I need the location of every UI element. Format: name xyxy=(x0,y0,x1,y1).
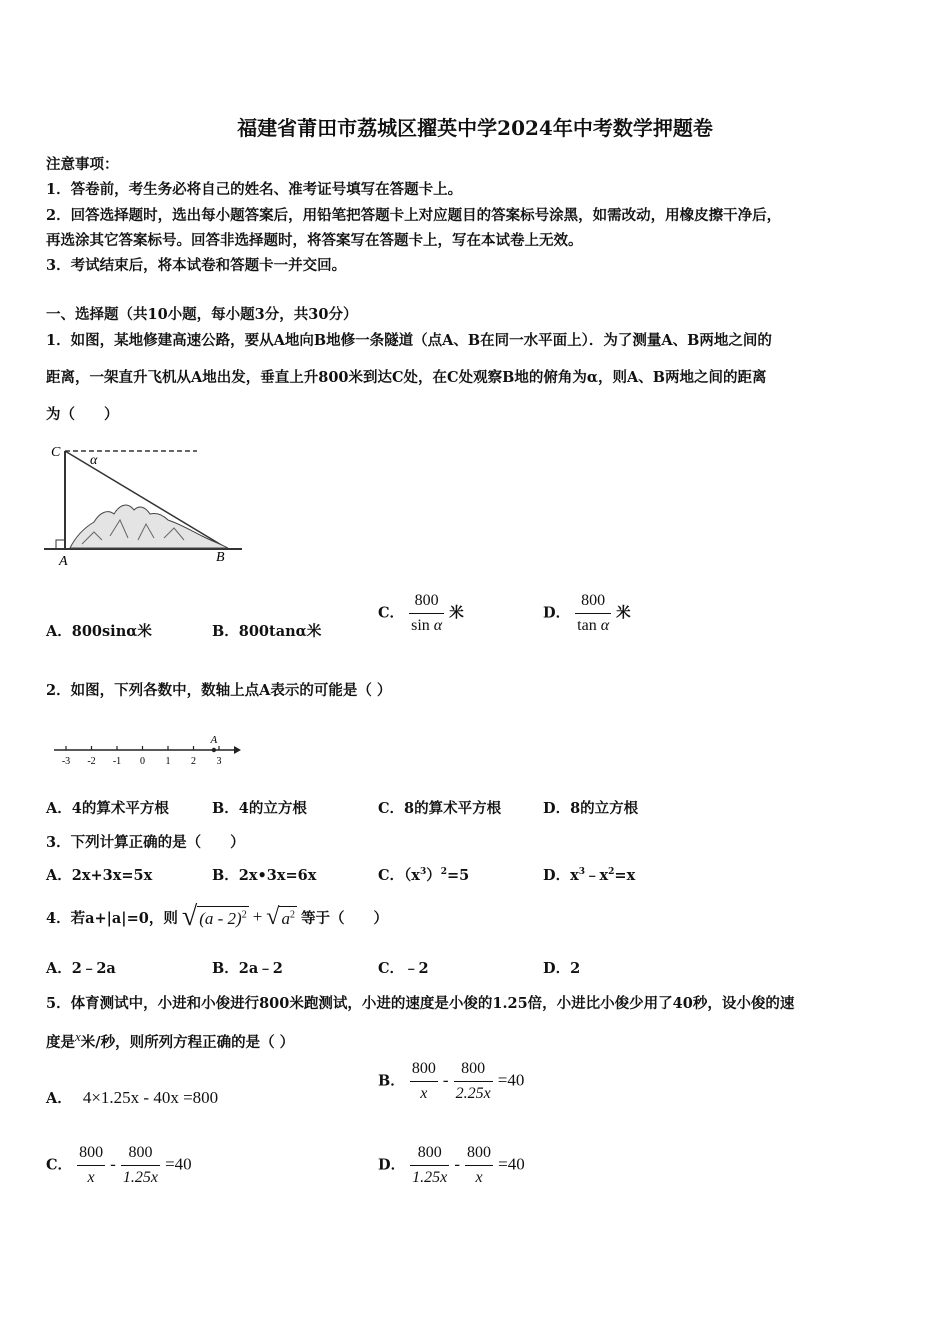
denominator: 2.25x xyxy=(455,1085,491,1102)
option-text: ﹣x xyxy=(585,867,609,884)
equals-value: =40 xyxy=(165,1154,192,1174)
number-line-arrow xyxy=(234,746,241,754)
number-line-tick-label: 2 xyxy=(191,756,196,767)
option-label: C． xyxy=(378,604,405,622)
label-c: C xyxy=(51,445,61,460)
option-text: D．x xyxy=(543,867,579,884)
q3-option-b: B．2x•3x=6x xyxy=(212,867,317,884)
fraction xyxy=(121,1144,160,1187)
question-1-text: 1．如图，某地修建高速公路，要从A地向B地修一条隧道（点A、B在同一水平面上）．为了测量A、B两地之间的 xyxy=(46,332,772,349)
option-label: B． xyxy=(378,1072,405,1090)
minus-sign: - xyxy=(442,1070,449,1090)
option-label: C． xyxy=(46,1156,73,1174)
question-5-text-post: 米/秒，则所列方程正确的是（ ） xyxy=(80,1033,295,1051)
denominator xyxy=(409,614,444,635)
numerator: 800 xyxy=(121,1144,160,1166)
question-2-text: 2．如图，下列各数中，数轴上点A表示的可能是（ ） xyxy=(46,682,392,699)
q4-option-d: D．2 xyxy=(543,960,581,977)
q4-option-b: B．2a﹣2 xyxy=(212,960,283,977)
mountain-shape xyxy=(70,505,228,548)
denominator-var: α xyxy=(433,617,443,634)
radicand-text: a xyxy=(281,908,290,928)
option-text: =5 xyxy=(446,867,470,884)
fraction xyxy=(410,1060,438,1103)
radicand xyxy=(197,906,248,929)
equation: 4×1.25x - 40x =800 xyxy=(82,1088,219,1107)
number-line-tick-label: -3 xyxy=(61,756,71,767)
page-title: 福建省莆田市荔城区擢英中学2024年中考数学押题卷 xyxy=(237,116,713,140)
radicand-text: (a - 2) xyxy=(199,908,242,928)
question-1-text: 为（ ） xyxy=(46,406,119,423)
section-heading: 一、选择题（共10小题，每小题3分，共30分） xyxy=(46,306,358,323)
option-text: ） xyxy=(426,867,441,884)
fraction xyxy=(410,1144,449,1187)
q1-option-a: A．800sinα米 xyxy=(46,623,152,640)
variable-x: x xyxy=(75,1029,81,1044)
number-line-tick-label: -2 xyxy=(87,756,96,767)
denominator: 1.25x xyxy=(412,1169,448,1186)
equals-value: =40 xyxy=(498,1154,525,1174)
fraction xyxy=(454,1060,493,1103)
numerator: 800 xyxy=(77,1144,105,1166)
radicand xyxy=(279,906,297,929)
number-line-tick-label: 0 xyxy=(140,756,145,767)
q2-option-d: D．8的立方根 xyxy=(543,800,639,817)
notice-item: 3．考试结束后，将本试卷和答题卡一并交回。 xyxy=(46,257,347,274)
fraction xyxy=(409,592,444,635)
q4-option-c: C．﹣2 xyxy=(378,960,429,977)
q2-option-a: A．4的算术平方根 xyxy=(46,800,169,817)
q5-option-b xyxy=(378,1060,524,1103)
denominator: x xyxy=(420,1085,428,1102)
question-1-text: 距离，一架直升飞机从A地出发，垂直上升800米到达C处，在C处观察B地的俯角为α，则A、B两地之间的距离 xyxy=(46,369,767,386)
unit: 米 xyxy=(616,604,631,622)
option-label: D． xyxy=(378,1156,406,1174)
q5-option-c xyxy=(46,1144,192,1187)
exponent: 2 xyxy=(440,867,447,878)
denominator: x xyxy=(475,1169,483,1186)
question-5-text-pre: 度是 xyxy=(46,1033,75,1051)
q4-option-a: A．2﹣2a xyxy=(46,960,116,977)
exponent: 3 xyxy=(419,867,427,878)
option-label: D． xyxy=(543,604,571,622)
equals-value: =40 xyxy=(497,1070,525,1090)
notice-item: 再选涂其它答案标号。回答非选择题时，将答案写在答题卡上，写在本试卷上无效。 xyxy=(46,232,583,249)
fraction xyxy=(465,1144,493,1187)
sqrt-icon: √ xyxy=(181,901,198,932)
exponent: 3 xyxy=(578,867,585,878)
question-3-text: 3．下列计算正确的是（ ） xyxy=(46,834,245,851)
numerator: 800 xyxy=(410,1144,449,1166)
minus-sign: - xyxy=(110,1154,116,1174)
number-line-tick-label: 1 xyxy=(165,756,171,767)
question-4-pre: 4．若a+|a|=0，则 xyxy=(46,909,178,927)
numerator: 800 xyxy=(575,592,611,614)
question-5-text xyxy=(46,1029,294,1052)
number-line-tick-label: -1 xyxy=(112,756,122,767)
q1-option-b: B．800tanα米 xyxy=(212,623,322,640)
question-4-post: 等于（ ） xyxy=(300,909,388,927)
denominator-fn: tan xyxy=(577,617,597,634)
label-a: A xyxy=(59,554,68,569)
option-label: A． xyxy=(46,1090,72,1107)
denominator: 1.25x xyxy=(122,1169,159,1186)
numerator: 800 xyxy=(410,1060,438,1082)
minus-sign: - xyxy=(454,1154,460,1174)
denominator xyxy=(575,614,611,635)
denominator: x xyxy=(87,1169,95,1186)
exponent: 2 xyxy=(241,908,247,920)
right-angle-marker xyxy=(56,540,65,549)
numerator: 800 xyxy=(465,1144,493,1166)
fraction xyxy=(575,592,611,635)
option-text: C．（x xyxy=(378,867,420,884)
exponent: 2 xyxy=(608,867,615,878)
question-4-text xyxy=(46,903,388,931)
numerator: 800 xyxy=(454,1060,493,1082)
q1-option-c xyxy=(378,592,464,635)
number-line-tick-label: 3 xyxy=(216,756,222,767)
exponent: 2 xyxy=(289,908,295,920)
q2-option-b: B．4的立方根 xyxy=(212,800,307,817)
unit: 米 xyxy=(449,604,464,622)
point-a-marker xyxy=(212,748,216,752)
q3-option-a: A．2x+3x=5x xyxy=(46,867,153,884)
q1-option-d xyxy=(543,592,631,635)
notice-heading: 注意事项： xyxy=(46,156,119,173)
label-b: B xyxy=(216,550,225,565)
notice-item: 1．答卷前，考生务必将自己的姓名、准考证号填写在答题卡上。 xyxy=(46,181,463,198)
fraction xyxy=(77,1144,105,1187)
q3-option-c xyxy=(378,864,469,885)
sqrt-expression xyxy=(182,903,297,931)
option-text: =x xyxy=(614,867,636,884)
denominator-fn: sin xyxy=(411,617,430,634)
question-5-text: 5．体育测试中，小进和小俊进行800米跑测试，小进的速度是小俊的1.25倍，小进比小俊少用了40秒，设小俊的速 xyxy=(46,995,795,1012)
numerator: 800 xyxy=(409,592,444,614)
denominator-var: α xyxy=(600,617,610,634)
q5-option-a xyxy=(46,1087,218,1108)
number-line xyxy=(52,730,242,772)
point-a-label: A xyxy=(210,734,218,746)
plus-sign: + xyxy=(252,907,263,926)
notice-item: 2．回答选择题时，选出每小题答案后，用铅笔把答题卡上对应题目的答案标号涂黑，如需改动，用橡皮擦干净后， xyxy=(46,207,782,224)
sqrt-icon: √ xyxy=(266,904,280,930)
question-1-figure xyxy=(42,440,247,570)
q5-option-d xyxy=(378,1144,525,1187)
label-alpha: α xyxy=(90,453,98,468)
q2-option-c: C．8的算术平方根 xyxy=(378,800,502,817)
q3-option-d xyxy=(543,864,635,885)
